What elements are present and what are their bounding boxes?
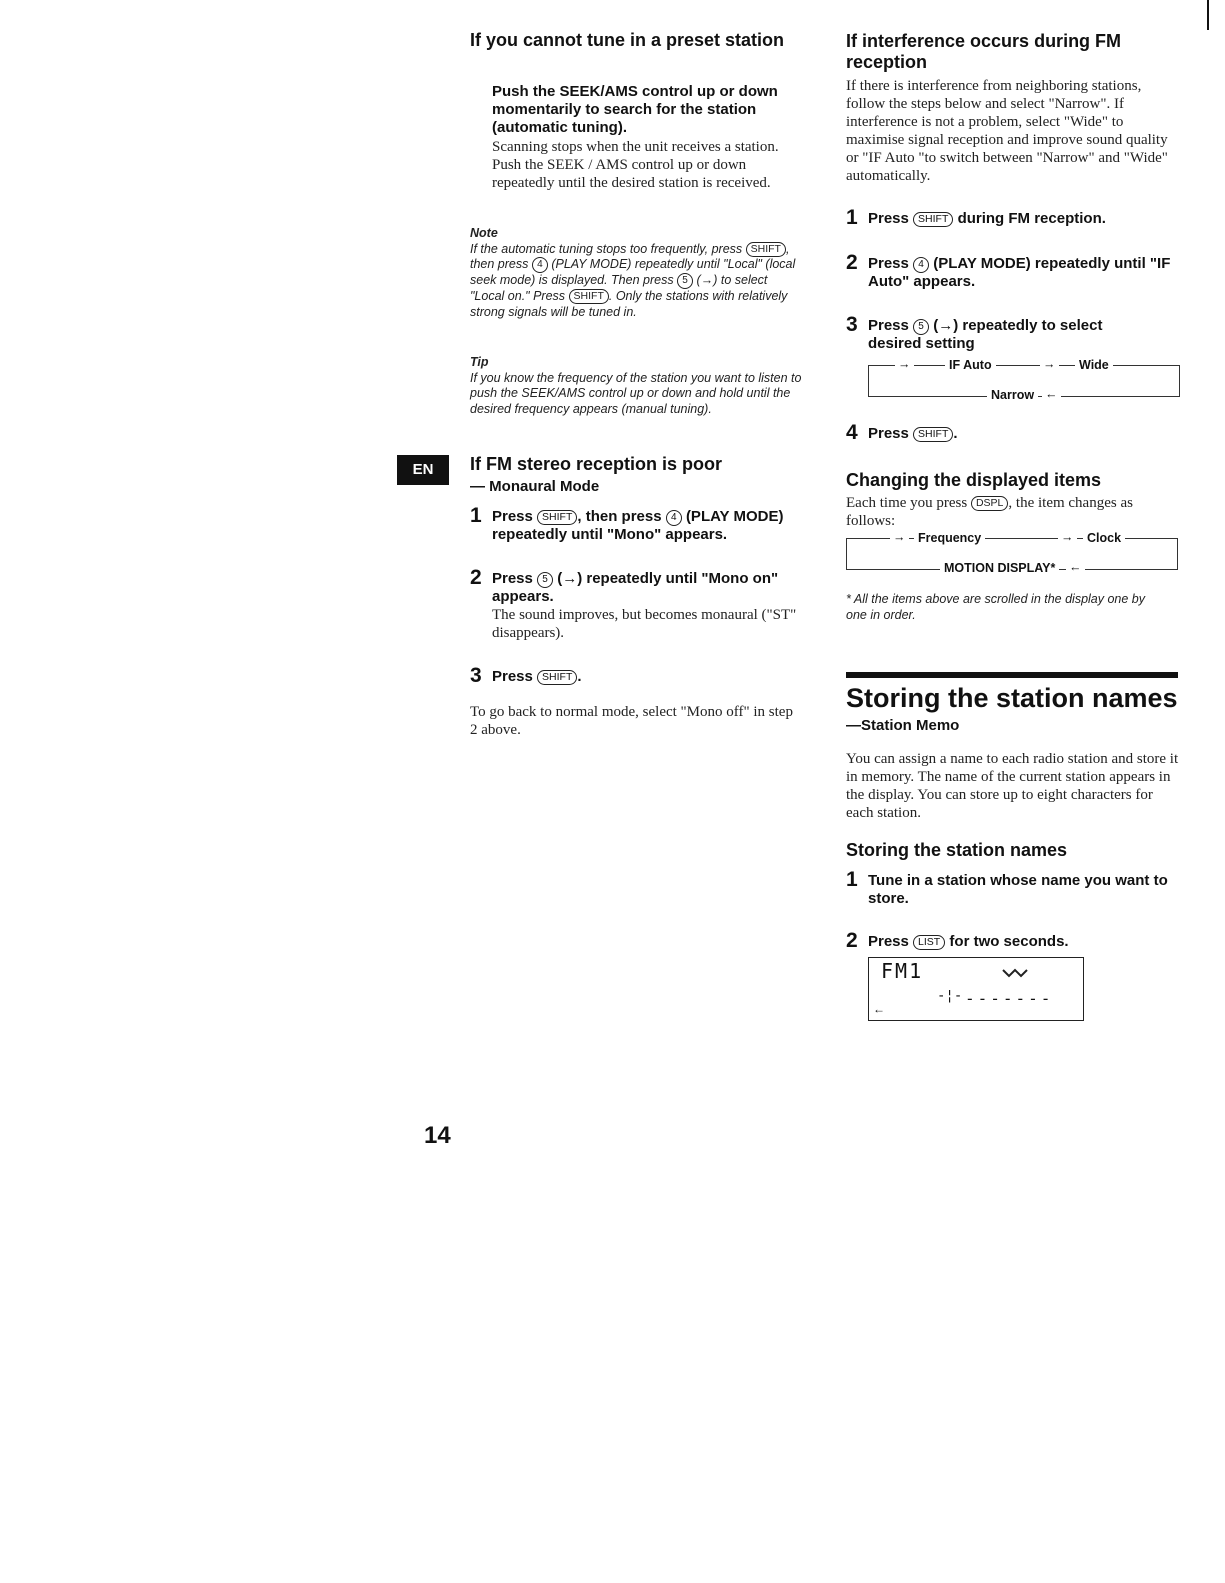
flow-arrow: → xyxy=(1058,530,1077,545)
tip-body: If you know the frequency of the station you want to listen to push the SEEK/AMS control up or down and hold until the desired frequency appears (manual tuning). xyxy=(470,370,802,416)
storing-body: You can assign a name to each radio station and store it in memory. The name of the current station appears in the display. You can store up to eight characters for each station. xyxy=(846,751,1179,821)
key-4-icon: 4 xyxy=(666,510,682,526)
key-5-icon: 5 xyxy=(913,319,929,335)
changing-section xyxy=(846,470,1181,491)
store-step-2: 2 Press LIST for two seconds. xyxy=(846,929,1069,952)
fm-step-3: 3 Press SHIFT . xyxy=(470,664,582,687)
flow-arrow: → xyxy=(895,357,914,372)
flow-item-wide: Wide xyxy=(1075,358,1113,373)
footnote: * All the items above are scrolled in the display one by one in order. xyxy=(846,592,1146,622)
fm-step-2: 2 Press 5 (→) repeatedly until "Mono on" appears. The sound improves, but becomes monaural ("ST" disappears). xyxy=(470,570,810,650)
fm-step-1: 1 Press SHIFT , then press 4 (PLAY MODE) repeatedly until "Mono" appears. xyxy=(470,504,784,543)
storing-subsection xyxy=(846,840,1181,861)
flow-arrow: → xyxy=(1040,357,1059,372)
key-5-icon: 5 xyxy=(677,273,693,289)
shift-key-icon: SHIFT xyxy=(537,670,577,685)
shift-key-icon: SHIFT xyxy=(746,242,786,257)
shift-key-icon: SHIFT xyxy=(537,510,577,525)
flow-arrow: ← xyxy=(1042,387,1061,402)
storing-title: Storing the station names xyxy=(846,683,1178,713)
step-number: 2 xyxy=(846,251,858,274)
list-key-icon: LIST xyxy=(913,935,945,950)
preset-body: Scanning stops when the unit receives a station. Push the SEEK / AMS control up or down repeatedly until the desired station is received. xyxy=(492,139,779,191)
flow-item-if-auto: IF Auto xyxy=(945,358,996,373)
interference-body: If there is interference from neighboring stations, follow the steps below and select "Narrow". If interference is not a problem, select "Wide" to maximise signal reception and improve sound quality or "IF Auto "to switch between "Narrow" and "Wide" automatically. xyxy=(846,78,1168,184)
key-4-icon: 4 xyxy=(532,257,548,273)
preset-heading: If you cannot tune in a preset station xyxy=(470,30,785,50)
en-badge: EN xyxy=(397,455,449,485)
tip-title: Tip xyxy=(470,355,489,369)
if-step-4: 4 Press SHIFT . xyxy=(846,421,958,444)
preset-section xyxy=(470,30,810,51)
key-4-icon: 4 xyxy=(913,257,929,273)
step-number: 4 xyxy=(846,421,858,444)
flow-item-motion-display: MOTION DISPLAY* xyxy=(940,561,1059,576)
step-number: 1 xyxy=(470,504,482,527)
key-5-icon: 5 xyxy=(537,572,553,588)
note-body: If the automatic tuning stops too frequently, press SHIFT , then press 4 (PLAY MODE) repeatedly until "Local" (local seek mode) is displayed. Then press 5 (→) to select "Local on." Press SHIFT . Only the stations with relatively strong signals will be tuned in. xyxy=(470,241,796,319)
lcd-display xyxy=(868,957,1084,1021)
step-number: 3 xyxy=(470,664,482,687)
storing-subtitle: —Station Memo xyxy=(846,717,960,734)
store-step-1: 1 Tune in a station whose name you want to store. xyxy=(846,868,1168,907)
fm-heading: If FM stereo reception is poor xyxy=(470,454,723,474)
dspl-key-icon: DSPL xyxy=(971,496,1008,511)
flow-item-narrow: Narrow xyxy=(987,388,1038,403)
lcd-back-arrow: ← xyxy=(873,1002,885,1016)
fm-section-heading xyxy=(470,454,810,495)
fm-subheading: — Monaural Mode xyxy=(470,478,600,495)
edge-mark xyxy=(1207,0,1209,30)
section-rule xyxy=(846,672,1178,678)
flow-arrow: ← xyxy=(1066,560,1085,575)
flow-item-frequency: Frequency xyxy=(914,531,985,546)
step-number: 1 xyxy=(846,206,858,229)
step-number: 3 xyxy=(846,313,858,336)
back-to-normal-text: To go back to normal mode, select "Mono off" in step 2 above. xyxy=(470,704,793,738)
changing-heading: Changing the displayed items xyxy=(846,470,1102,490)
flow-arrow: → xyxy=(890,530,909,545)
if-step-3: 3 Press 5 (→) repeatedly to select desired setting xyxy=(846,313,1103,352)
lcd-cursor: -¦- xyxy=(937,988,963,1004)
interference-section xyxy=(846,31,1176,73)
interference-heading: If interference occurs during FM reception xyxy=(846,31,1122,72)
page-number: 14 xyxy=(424,1122,451,1149)
step2-body: The sound improves, but becomes monaural ("ST" disappears). xyxy=(492,607,797,641)
storing-heading: Storing the station names xyxy=(846,840,1068,860)
changing-body: Each time you press DSPL , the item changes as follows: xyxy=(846,495,1133,529)
shift-key-icon: SHIFT xyxy=(569,289,609,304)
step-number: 1 xyxy=(846,868,858,891)
signal-icon xyxy=(1001,966,1029,980)
if-step-2: 2 Press 4 (PLAY MODE) repeatedly until "IF Auto" appears. xyxy=(846,251,1171,290)
note-block xyxy=(470,226,805,320)
lcd-band-label: FM1 xyxy=(881,959,924,983)
step-number: 2 xyxy=(846,929,858,952)
lcd-dashes: ------- xyxy=(965,989,1054,1008)
preset-instruction: Push the SEEK/AMS control up or down momentarily to search for the station (automatic tuning). xyxy=(492,83,778,136)
flow-item-clock: Clock xyxy=(1083,531,1125,546)
step-number: 2 xyxy=(470,566,482,589)
tip-block xyxy=(470,355,805,417)
shift-key-icon: SHIFT xyxy=(913,212,953,227)
if-step-1: 1 Press SHIFT during FM reception. xyxy=(846,206,1106,229)
note-title: Note xyxy=(470,226,498,240)
shift-key-icon: SHIFT xyxy=(913,427,953,442)
